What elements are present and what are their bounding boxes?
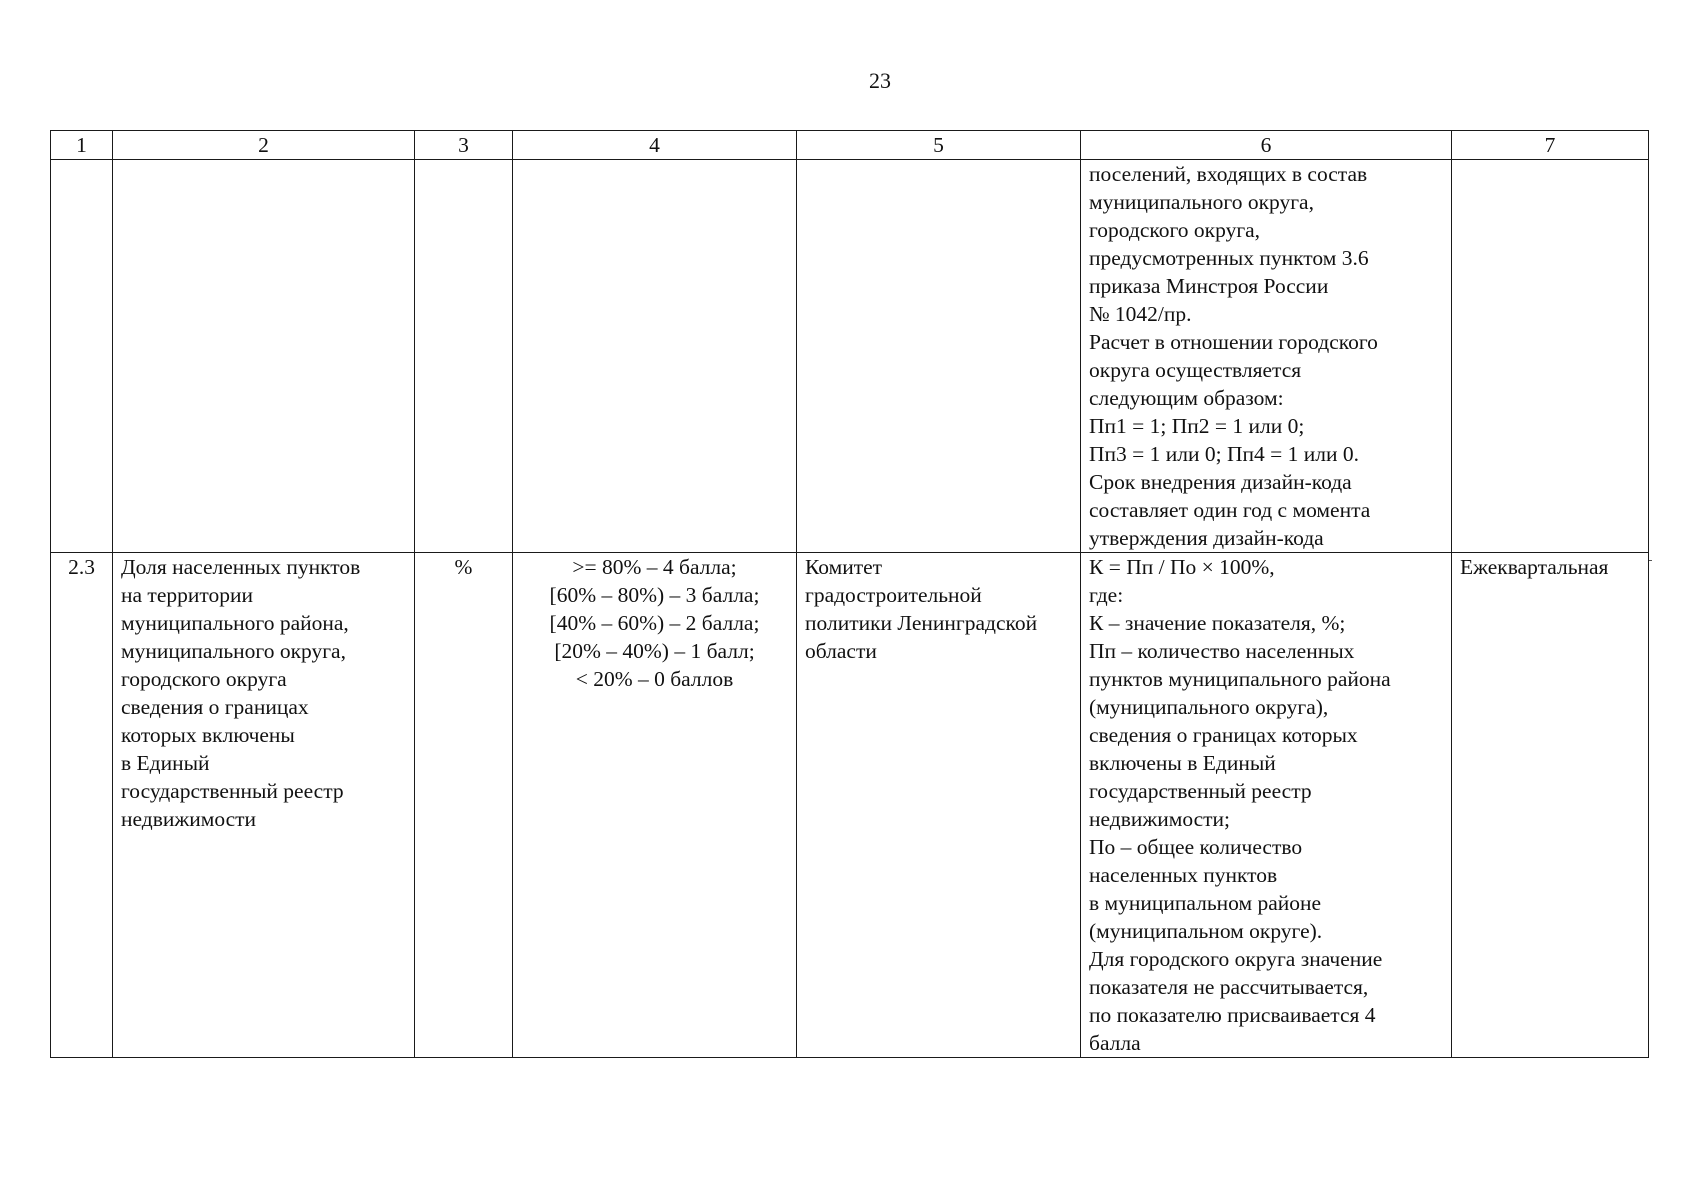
continuation-row: [51, 160, 1649, 553]
header-col-4: 4: [513, 131, 797, 160]
cont-method-line: округа осуществляется: [1089, 358, 1302, 382]
header-col-1: 1: [51, 131, 113, 160]
responsible-line: области: [805, 639, 877, 663]
cont-method-line: следующим образом:: [1089, 386, 1284, 410]
indicator-name-line: Доля населенных пунктов: [121, 555, 361, 579]
cont-cell-4: [513, 160, 797, 553]
scale-line: [40% – 60%) – 2 балла;: [549, 611, 760, 635]
cont-method-cell: [1081, 160, 1452, 553]
cont-method-line: Срок внедрения дизайн-кода: [1089, 470, 1352, 494]
indicator-name-line: сведения о границах: [121, 695, 309, 719]
method-line: в муниципальном районе: [1089, 891, 1322, 915]
responsible-line: Комитет: [805, 555, 883, 579]
indicator-row-2-3: [51, 553, 1649, 1058]
cont-method-line: утверждения дизайн-кода: [1089, 526, 1324, 550]
method-line: Для городского округа значение: [1089, 947, 1383, 971]
row-number: 2.3: [51, 553, 113, 1058]
method-line: сведения о границах которых: [1089, 723, 1358, 747]
cont-cell-3: [415, 160, 513, 553]
method-line: К – значение показателя, %;: [1089, 611, 1346, 635]
method-line: государственный реестр: [1089, 779, 1312, 803]
cont-cell-7: [1452, 160, 1649, 553]
cont-cell-2: [113, 160, 415, 553]
method-line: Пп – количество населенных: [1089, 639, 1355, 663]
page-number: 23: [869, 68, 891, 93]
indicator-name-line: в Единый: [121, 751, 210, 775]
cont-cell-5: [797, 160, 1081, 553]
scale-line: [60% – 80%) – 3 балла;: [549, 583, 760, 607]
method-line: (муниципального округа),: [1089, 695, 1329, 719]
indicators-table: [50, 130, 1649, 1058]
header-col-3: 3: [415, 131, 513, 160]
cont-method-line: № 1042/пр.: [1089, 302, 1192, 326]
header-col-7: 7: [1452, 131, 1649, 160]
indicator-name-line: муниципального округа,: [121, 639, 346, 663]
indicator-name-line: на территории: [121, 583, 253, 607]
method-line: балла: [1089, 1031, 1141, 1055]
calculation-method-cell: [1081, 553, 1452, 1058]
scale-line: [20% – 40%) – 1 балл;: [554, 639, 755, 663]
cont-method-line: муниципального округа,: [1089, 190, 1314, 214]
method-line: где:: [1089, 583, 1124, 607]
cont-method-line: предусмотренных пунктом 3.6: [1089, 246, 1369, 270]
indicator-name-cell: [113, 553, 415, 1058]
indicator-name-line: муниципального района,: [121, 611, 349, 635]
frequency-cell: Ежеквартальная: [1452, 553, 1649, 1058]
cont-method-line: приказа Минстроя России: [1089, 274, 1329, 298]
responsible-cell: [797, 553, 1081, 1058]
header-row: [51, 131, 1649, 160]
method-line: недвижимости;: [1089, 807, 1231, 831]
header-col-5: 5: [797, 131, 1081, 160]
cont-method-line: составляет один год с момента: [1089, 498, 1371, 522]
method-line: По – общее количество: [1089, 835, 1303, 859]
method-line: пунктов муниципального района: [1089, 667, 1391, 691]
header-col-6: 6: [1081, 131, 1452, 160]
cont-cell-1: [51, 160, 113, 553]
indicator-name-line: городского округа: [121, 667, 287, 691]
method-line: показателя не рассчитывается,: [1089, 975, 1369, 999]
method-line: по показателю присваивается 4: [1089, 1003, 1376, 1027]
cont-method-line: Пп1 = 1; Пп2 = 1 или 0;: [1089, 414, 1305, 438]
scale-line: >= 80% – 4 балла;: [572, 555, 737, 579]
scale-line: < 20% – 0 баллов: [575, 667, 734, 691]
margin-mark: [1649, 560, 1652, 561]
indicator-name-line: государственный реестр: [121, 779, 344, 803]
indicator-name-line: которых включены: [121, 723, 295, 747]
method-line: населенных пунктов: [1089, 863, 1278, 887]
cont-method-line: Пп3 = 1 или 0; Пп4 = 1 или 0.: [1089, 442, 1360, 466]
unit-cell: %: [415, 553, 513, 1058]
method-line: включены в Единый: [1089, 751, 1276, 775]
header-col-2: 2: [113, 131, 415, 160]
indicator-name-line: недвижимости: [121, 807, 257, 831]
responsible-line: градостроительной: [805, 583, 982, 607]
method-line: К = Пп / По × 100%,: [1089, 555, 1275, 579]
method-line: (муниципальном округе).: [1089, 919, 1323, 943]
scale-cell: [513, 553, 797, 1058]
responsible-line: политики Ленинградской: [805, 611, 1038, 635]
cont-method-line: поселений, входящих в состав: [1089, 162, 1368, 186]
cont-method-line: городского округа,: [1089, 218, 1261, 242]
cont-method-line: Расчет в отношении городского: [1089, 330, 1378, 354]
